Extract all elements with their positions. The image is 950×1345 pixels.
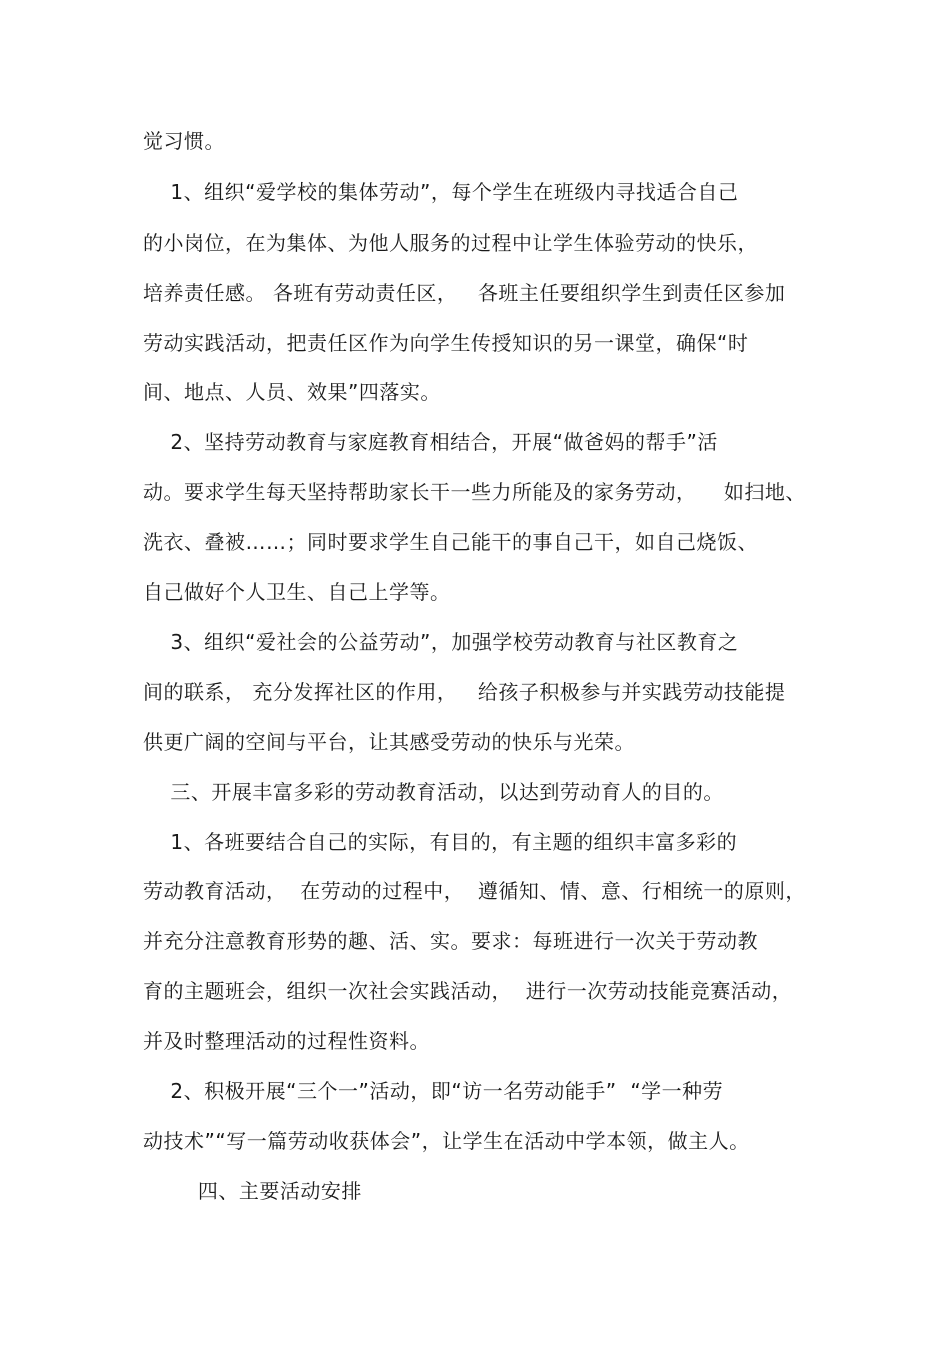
text-line: 三、开展丰富多彩的劳动教育活动，以达到劳动育人的目的。 (143, 780, 724, 804)
text-line: 动。要求学生每天坚持帮助家长干一些力所能及的家务劳动， 如扫地、 (143, 480, 806, 504)
text-line: 洗衣、叠被……；同时要求学生自己能干的事自己干，如自己烧饭、 (143, 530, 758, 554)
text-line: 的小岗位，在为集体、为他人服务的过程中让学生体验劳动的快乐， (143, 231, 758, 255)
text-line: 动技术”“写一篇劳动收获体会”，让学生在活动中学本领，做主人。 (143, 1129, 750, 1153)
text-line: 培养责任感。 各班有劳动责任区， 各班主任要组织学生到责任区参加 (143, 281, 786, 305)
text-line: 觉习惯。 (143, 129, 225, 153)
text-line: 间的联系， 充分发挥社区的作用， 给孩子积极参与并实践劳动技能提 (143, 680, 786, 704)
text-line: 1、各班要结合自己的实际，有目的，有主题的组织丰富多彩的 (143, 830, 738, 854)
text-line: 间、地点、人员、效果”四落实。 (143, 380, 441, 404)
text-line: 2、积极开展“三个一”活动，即“访一名劳动能手” “学一种劳 (143, 1079, 724, 1103)
text-line: 2、坚持劳动教育与家庭教育相结合，开展“做爸妈的帮手”活 (143, 430, 718, 454)
text-line: 供更广阔的空间与平台，让其感受劳动的快乐与光荣。 (143, 730, 635, 754)
text-line: 自己做好个人卫生、自己上学等。 (143, 580, 451, 604)
text-line: 3、组织“爱社会的公益劳动”，加强学校劳动教育与社区教育之 (143, 630, 739, 654)
text-line: 劳动教育活动， 在劳动的过程中， 遵循知、情、意、行相统一的原则， (143, 879, 806, 903)
text-line: 劳动实践活动，把责任区作为向学生传授知识的另一课堂，确保“时 (143, 331, 749, 355)
text-line: 育的主题班会，组织一次社会实践活动， 进行一次劳动技能竞赛活动， (143, 979, 793, 1003)
text-line: 并充分注意教育形势的趣、活、实。要求：每班进行一次关于劳动教 (143, 929, 758, 953)
text-line: 并及时整理活动的过程性资料。 (143, 1029, 430, 1053)
section-heading: 四、主要活动安排 (143, 1179, 362, 1203)
text-line: 1、组织“爱学校的集体劳动”，每个学生在班级内寻找适合自己 (143, 180, 739, 204)
